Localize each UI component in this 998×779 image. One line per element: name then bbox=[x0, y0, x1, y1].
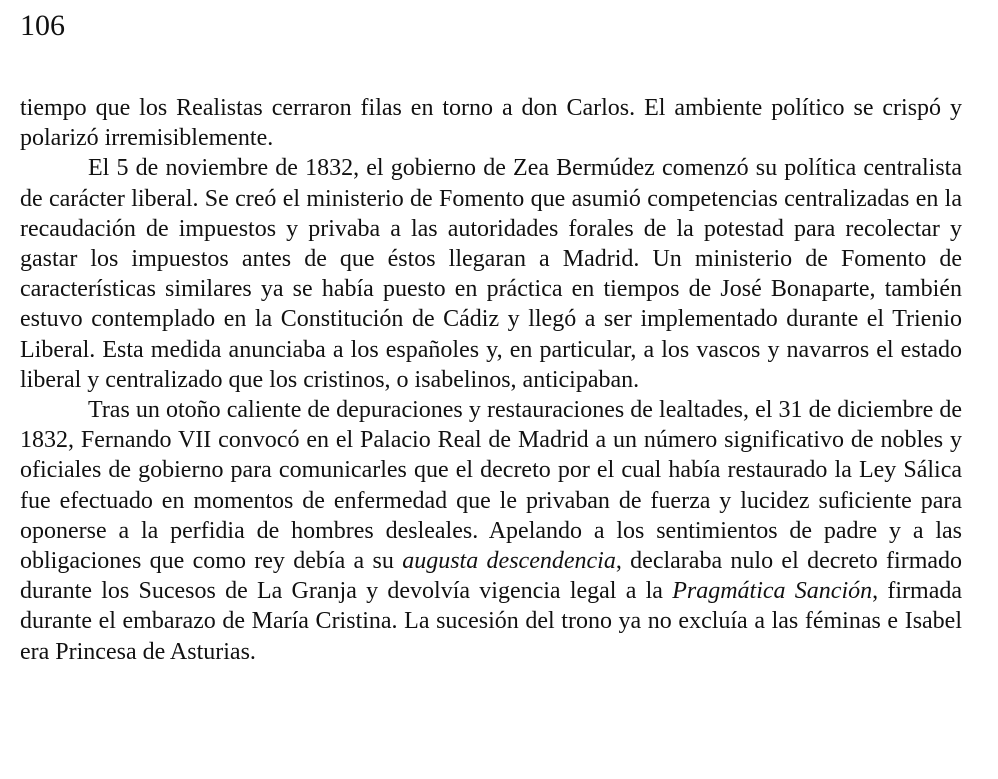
paragraph-1: tiempo que los Realistas cerraron filas en torno a don Carlos. El ambiente político se crispó y polarizó irremisiblemente. bbox=[20, 95, 962, 152]
page-number: 106 bbox=[20, 9, 65, 42]
paragraph-3-text-3: , firmada durante el embarazo de María Cristina. La sucesión del trono ya no excluía a las féminas e Isabel era Princesa de Asturias. bbox=[20, 578, 963, 665]
italic-phrase-pragmatica-sancion: Pragmática Sanción bbox=[672, 578, 873, 605]
italic-phrase-augusta-descendencia: augusta descendencia bbox=[402, 548, 616, 575]
paragraph-3-text-2: , declaraba nulo el decreto firmado durante los Sucesos de La Granja y devolvía vigencia legal a la bbox=[20, 548, 963, 605]
paragraph-3 bbox=[20, 395, 962, 667]
paragraph-3-text-1: Tras un otoño caliente de depuraciones y restauraciones de lealtades, el 31 de diciembre de 1832, Fernando VII convocó en el Palacio Real de Madrid a un número significativo de nobles y oficiales de gobierno para comunicarles que el decreto por el cual había restaurado la Ley Sálica fue efectuado en momentos de enfermedad que le privaban de fuerza y lucidez suficiente para oponerse a la perfidia de hombres desleales. Apelando a los sentimientos de padre y a las obligaciones que como rey debía a su bbox=[20, 397, 962, 575]
paragraph-2: El 5 de noviembre de 1832, el gobierno de Zea Bermúdez comenzó su política centralista de carácter liberal. Se creó el ministerio de Fomento que asumió competencias centralizadas en la recaudación de impuestos y privaba a las autoridades forales de la potestad para recolectar y gastar los impuestos antes de que éstos llegaran a Madrid. Un ministerio de Fomento de características similares ya se había puesto en práctica en tiempos de José Bonaparte, también estuvo contemplado en la Constitución de Cádiz y llegó a ser implementado durante el Trienio Liberal. Esta medida anunciaba a los españoles y, en particular, a los vascos y navarros el estado liberal y centralizado que los cristinos, o isabelinos, anticipaban. bbox=[20, 155, 962, 393]
body-text bbox=[20, 93, 962, 667]
